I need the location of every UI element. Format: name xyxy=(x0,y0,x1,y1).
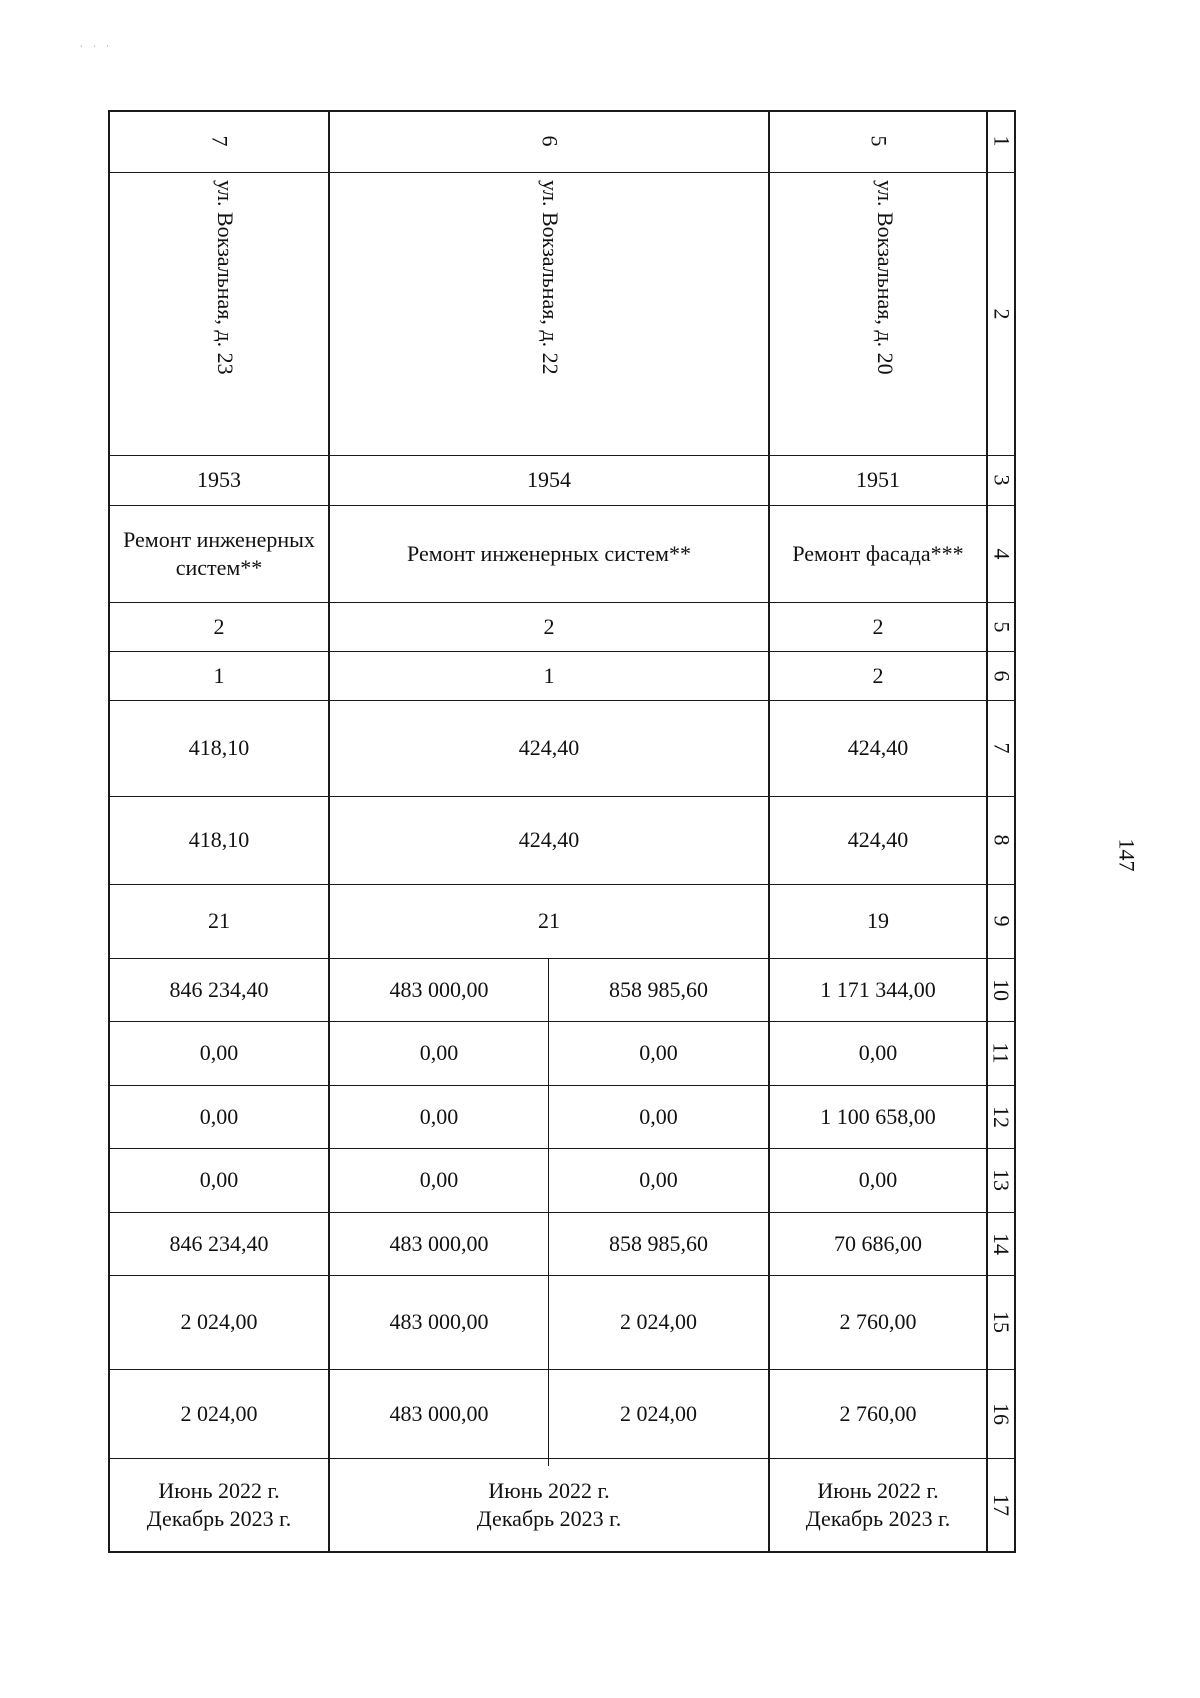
table-border-bottom xyxy=(108,1551,1016,1553)
column-number: 9 xyxy=(989,915,1014,927)
column-number: 7 xyxy=(989,742,1014,754)
period-cell xyxy=(110,1458,328,1551)
period-start: Июнь 2022 г. xyxy=(817,1477,939,1503)
scan-artifact: · · · xyxy=(80,42,113,51)
table-cell: 1 xyxy=(543,662,555,688)
table-cell: 0,00 xyxy=(639,1103,678,1129)
work-type-cell: Ремонт инженерных систем** xyxy=(407,540,691,566)
period-start: Июнь 2022 г. xyxy=(488,1477,610,1503)
table-cell: 418,10 xyxy=(188,735,250,760)
table-cell: 19 xyxy=(867,908,889,933)
column-number: 14 xyxy=(989,1232,1014,1255)
row-line xyxy=(108,172,1016,173)
year-cell: 1953 xyxy=(197,467,241,492)
table-cell: 1 100 658,00 xyxy=(820,1103,936,1129)
year-cell: 1954 xyxy=(527,467,571,492)
table-cell: 424,40 xyxy=(847,735,909,760)
period-end: Декабрь 2023 г. xyxy=(476,1505,622,1531)
table-cell: 0,00 xyxy=(199,1167,239,1192)
table-cell: 2 024,00 xyxy=(180,1400,258,1426)
column-number: 4 xyxy=(989,548,1014,559)
table-cell: 0,00 xyxy=(858,1040,898,1065)
table-cell: 21 xyxy=(208,908,230,933)
table-cell: 424,40 xyxy=(518,735,580,760)
row-index: 7 xyxy=(207,135,232,147)
table-cell: 0,00 xyxy=(419,1103,459,1129)
table-cell: 2 xyxy=(213,613,225,639)
column-number: 12 xyxy=(989,1105,1014,1128)
period-start: Июнь 2022 г. xyxy=(158,1477,280,1503)
table-cell: 846 234,40 xyxy=(169,1230,269,1256)
page-number-text: 147 xyxy=(1114,838,1139,872)
table-cell: 0,00 xyxy=(639,1167,678,1192)
table-cell: 846 234,40 xyxy=(169,976,269,1002)
column-number: 8 xyxy=(989,834,1014,846)
rotated-table xyxy=(108,110,1016,1553)
table-cell: 483 000,00 xyxy=(389,1400,489,1426)
table-cell: 2 xyxy=(872,662,884,688)
column-number: 3 xyxy=(989,474,1014,486)
table-cell: 2 024,00 xyxy=(180,1309,258,1334)
row-index: 6 xyxy=(537,135,562,147)
work-type-line: систем** xyxy=(175,554,263,580)
table-cell: 0,00 xyxy=(199,1103,239,1129)
address-cell: ул. Вокзальная, д. 22 xyxy=(538,180,563,375)
table-cell: 0,00 xyxy=(858,1167,898,1192)
table-cell: 2 760,00 xyxy=(839,1309,917,1334)
row-index: 5 xyxy=(866,135,891,147)
table-cell: 483 000,00 xyxy=(389,976,489,1002)
column-number: 13 xyxy=(989,1169,1014,1191)
period-cell xyxy=(330,1458,768,1551)
column-number: 16 xyxy=(989,1402,1014,1425)
column-number: 2 xyxy=(989,308,1014,319)
table-cell: 0,00 xyxy=(419,1167,459,1192)
table-cell: 483 000,00 xyxy=(389,1309,489,1334)
table-cell: 1 xyxy=(213,662,225,688)
table-cell: 2 xyxy=(543,613,555,639)
table-border-right xyxy=(1014,110,1016,1553)
column-number: 15 xyxy=(989,1311,1014,1333)
table-cell: 418,10 xyxy=(188,827,250,852)
address-cell: ул. Вокзальная, д. 20 xyxy=(873,180,898,375)
period-cell xyxy=(770,1458,986,1551)
table-cell: 0,00 xyxy=(199,1040,239,1065)
table-cell: 0,00 xyxy=(419,1040,459,1065)
column-number: 6 xyxy=(989,670,1014,681)
period-end: Декабрь 2023 г. xyxy=(805,1505,951,1531)
column-number: 11 xyxy=(989,1042,1014,1064)
period-end: Декабрь 2023 г. xyxy=(146,1505,292,1531)
year-cell: 1951 xyxy=(856,467,900,492)
address-cell: ул. Вокзальная, д. 23 xyxy=(213,180,238,375)
table-cell: 858 985,60 xyxy=(609,1230,708,1256)
table-cell: 0,00 xyxy=(639,1040,678,1065)
table-cell: 424,40 xyxy=(847,827,909,852)
work-type-line: Ремонт инженерных xyxy=(123,526,315,552)
column-number: 17 xyxy=(989,1493,1014,1516)
table-cell: 2 760,00 xyxy=(839,1400,917,1426)
table-cell: 70 686,00 xyxy=(834,1230,922,1256)
table-cell: 2 xyxy=(872,613,884,639)
table-cell: 21 xyxy=(538,908,560,933)
table-cell: 858 985,60 xyxy=(609,976,708,1002)
table-cell: 424,40 xyxy=(518,827,580,852)
column-number: 1 xyxy=(989,135,1014,147)
table-cell: 483 000,00 xyxy=(389,1230,489,1256)
column-number: 10 xyxy=(989,978,1014,1001)
table-cell: 2 024,00 xyxy=(620,1400,697,1426)
work-type-cell xyxy=(110,505,328,602)
table-cell: 1 171 344,00 xyxy=(820,976,936,1002)
table-cell: 2 024,00 xyxy=(620,1309,697,1334)
work-type-cell: Ремонт фасада*** xyxy=(792,540,964,566)
page-number xyxy=(1108,835,1144,875)
column-number: 5 xyxy=(989,621,1014,632)
